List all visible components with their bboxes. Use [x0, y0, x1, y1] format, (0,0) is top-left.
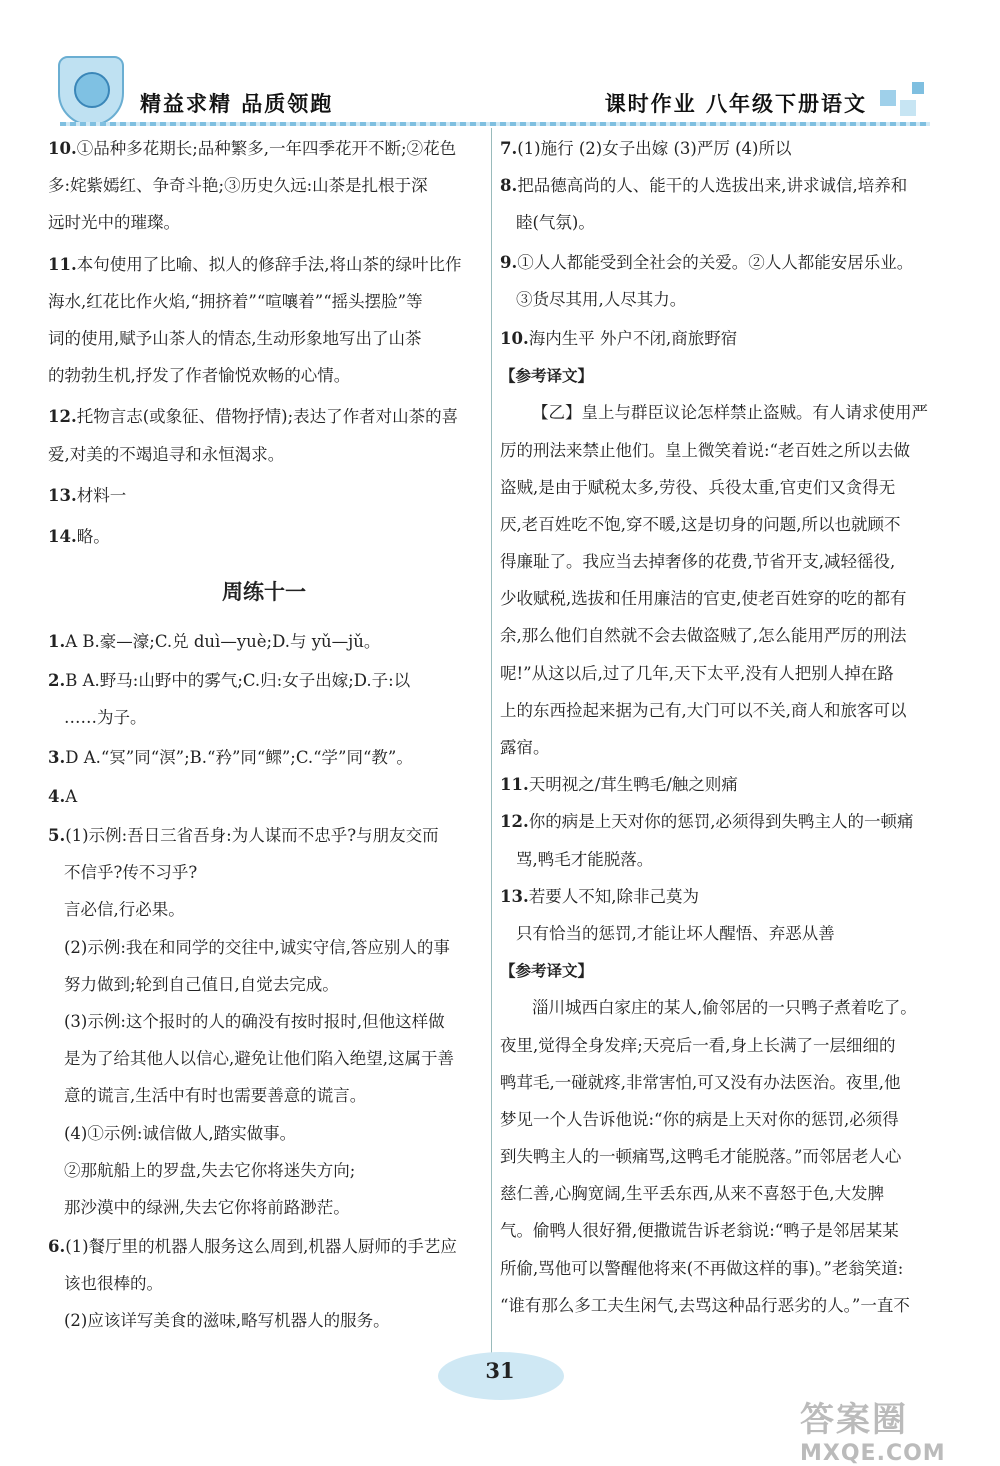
answer-13: 13.材料一 [48, 485, 127, 505]
answer-11: 11.本句使用了比喻、拟人的修辞手法,将山茶的绿叶比作 [48, 254, 462, 274]
page-number: 31 [485, 1358, 515, 1383]
answer-3: 3.D A.“冥”同“溟”;B.“矜”同“鳏”;C.“学”同“教”。 [48, 747, 413, 767]
translation-line: 得廉耻了。我应当去掉奢侈的花费,节省开支,减轻徭役, [500, 552, 896, 572]
decorative-square-icon [880, 90, 896, 106]
answer-9: 9.①人人都能受到全社会的关爱。②人人都能安居乐业。 [500, 252, 914, 272]
shield-logo-icon [58, 56, 124, 126]
answer-line: (3)示例:这个报时的人的确没有按时报时,但他这样做 [64, 1011, 445, 1031]
answer-5: 5.(1)示例:吾日三省吾身:为人谋而不忠乎?与朋友交而 [48, 826, 439, 845]
left-column [48, 130, 480, 1340]
translation-line: 盗贼,是由于赋税太多,劳役、兵役太重,官吏们又贪得无 [500, 477, 896, 497]
answer-line: 睦(气氛)。 [516, 213, 595, 233]
answer-line: ②那航船上的罗盘,失去它你将迷失方向; [64, 1160, 356, 1180]
translation-line: 慈仁善,心胸宽阔,生平丢东西,从来不喜怒于色,大发脾 [500, 1184, 884, 1204]
translation-line: 淄川城西白家庄的某人,偷邻居的一只鸭子煮着吃了。 [532, 998, 917, 1018]
answer-line: 意的谎言,生活中有时也需要善意的谎言。 [64, 1086, 367, 1106]
translation-line: 厌,老百姓吃不饱,穿不暖,这是切身的问题,所以也就顾不 [500, 514, 901, 534]
translation-line: 梦见一个人告诉他说:“你的病是上天对你的惩罚,必须得 [500, 1109, 899, 1129]
watermark-logo-text: 答案圈 [800, 1400, 908, 1440]
reference-translation-label: 【参考译文】 [500, 366, 594, 386]
answer-line: 词的使用,赋予山茶人的情态,生动形象地写出了山茶 [48, 328, 422, 348]
answer-line: 努力做到;轮到自己值日,自觉去完成。 [64, 974, 339, 994]
translation-line: 上的东西捡起来据为己有,大门可以不关,商人和旅客可以 [500, 700, 907, 720]
answer-10: 10.海内生平 外户不闭,商旅野宿 [500, 328, 738, 348]
answer-line: 多:姹紫嫣红、争奇斗艳;③历史久远:山茶是扎根于深 [48, 176, 428, 196]
answer-6: 6.(1)餐厅里的机器人服务这么周到,机器人厨师的手艺应 [48, 1237, 457, 1257]
translation-line: 厉的刑法来禁止他们。皇上微笑着说:“老百姓之所以去做 [500, 440, 910, 460]
header-slogan: 精益求精 品质领跑 [140, 92, 334, 116]
answer-12: 12.托物言志(或象征、借物抒情);表达了作者对山茶的喜 [48, 407, 459, 427]
translation-line: 气。偷鸭人很好猾,便撒谎告诉老翁说:“鸭子是邻居某某 [500, 1221, 899, 1241]
answer-line: (2)示例:我在和同学的交往中,诚实守信,答应别人的事 [64, 937, 450, 957]
header-book-title: 课时作业 八年级下册语文 [604, 92, 867, 116]
translation-line: 少收赋税,选拔和任用廉洁的官吏,使老百姓穿的吃的都有 [500, 589, 907, 609]
answer-line: 是为了给其他人以信心,避免让他们陷入绝望,这属于善 [64, 1049, 454, 1069]
answer-line: 不信乎?传不习乎? [64, 863, 198, 883]
answer-4: 4.A [48, 786, 78, 806]
decorative-square-icon [900, 100, 916, 116]
answer-line: 那沙漠中的绿洲,失去它你将前路渺茫。 [64, 1197, 350, 1217]
translation-line: 到失鸭主人的一顿痛骂,这鸭毛才能脱落。”而邻居老人心 [500, 1147, 902, 1167]
answer-line: 远时光中的璀璨。 [48, 213, 180, 233]
translation-line: “谁有那么多工夫生闲气,去骂这种品行恶劣的人。”一直不 [500, 1295, 910, 1315]
translation-line: 夜里,觉得全身发痒;天亮后一看,身上长满了一层细细的 [500, 1035, 896, 1055]
header-rule [60, 122, 930, 126]
answer-13: 13.若要人不知,除非己莫为 [500, 886, 699, 906]
answer-line: 骂,鸭毛才能脱落。 [516, 849, 654, 869]
right-column [500, 130, 940, 1324]
answer-line: 只有恰当的惩罚,才能让坏人醒悟、弃恶从善 [516, 923, 835, 943]
answer-line: 的勃勃生机,抒发了作者愉悦欢畅的心情。 [48, 366, 351, 386]
answer-line: 海水,红花比作火焰,“拥挤着”“喧嚷着”“摇头摆脸”等 [48, 291, 423, 311]
watermark-url: MXQE.COM [800, 1441, 946, 1466]
answer-10: 10.①品种多花期长;品种繁多,一年四季花开不断;②花色 [48, 139, 457, 158]
translation-line: 【乙】皇上与群臣议论怎样禁止盗贼。有人请求使用严 [532, 403, 928, 423]
translation-line: 余,那么他们自然就不会去做盗贼了,怎么能用严厉的刑法 [500, 626, 907, 646]
page-header [0, 0, 1000, 140]
reference-translation-label: 【参考译文】 [500, 961, 594, 981]
answer-line: 该也很棒的。 [64, 1274, 163, 1294]
answer-line: ③货尽其用,人尽其力。 [516, 289, 687, 309]
translation-line: 所偷,骂他可以警醒他将来(不再做这样的事)。”老翁笑道: [500, 1258, 904, 1278]
answer-line: (2)应该详写美食的滋味,略写机器人的服务。 [64, 1311, 390, 1331]
answer-14: 14.略。 [48, 526, 110, 546]
answer-8: 8.把品德高尚的人、能干的人选拔出来,讲求诚信,培养和 [500, 176, 908, 196]
translation-line: 鸭茸毛,一碰就疼,非常害怕,可又没有办法医治。夜里,他 [500, 1072, 901, 1092]
decorative-square-icon [912, 82, 924, 94]
translation-line: 露宿。 [500, 738, 550, 757]
answer-12: 12.你的病是上天对你的惩罚,必须得到失鸭主人的一顿痛 [500, 812, 914, 832]
answer-11: 11.天明视之/茸生鸭毛/触之则痛 [500, 775, 738, 795]
answer-7: 7.(1)施行 (2)女子出嫁 (3)严厉 (4)所以 [500, 139, 792, 158]
answer-line: (4)①示例:诚信做人,踏实做事。 [64, 1123, 297, 1143]
answer-line: ……为子。 [64, 708, 147, 728]
translation-line: 呢!”从这以后,过了几年,天下太平,没有人把别人掉在路 [500, 663, 894, 683]
answer-2: 2.B A.野马:山野中的雾气;C.归:女子出嫁;D.子:以 [48, 671, 411, 691]
watermark [800, 1392, 990, 1466]
column-divider [491, 128, 492, 1368]
section-title: 周练十一 [222, 580, 306, 605]
answer-line: 爱,对美的不竭追寻和永恒渴求。 [48, 444, 285, 464]
answer-1: 1.A B.豪—濠;C.兑 duì—yuè;D.与 yǔ—jǔ。 [48, 632, 381, 652]
answer-line: 言必信,行必果。 [64, 900, 185, 920]
